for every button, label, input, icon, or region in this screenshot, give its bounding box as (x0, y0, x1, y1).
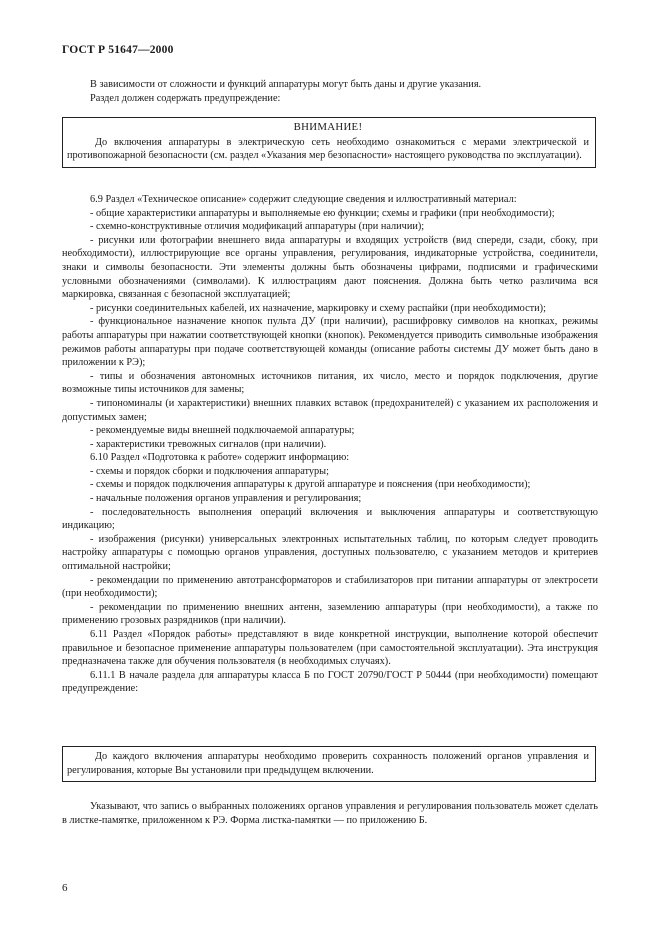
warning-text: До включения аппаратуры в электрическую сеть необходимо ознакомиться с мерами электрической и противопожарной безопасности (см. раздел «Указания мер безопасности» настоящего руководства по эксплуатации). (67, 136, 589, 162)
document-header: ГОСТ Р 51647—2000 (62, 44, 174, 56)
intro-line: В зависимости от сложности и функций аппаратуры могут быть даны и другие указания. (90, 79, 482, 90)
warning-box-2 (62, 746, 596, 782)
closing-paragraph: Указывают, что запись о выбранных положениях органов управления и регулирования пользователь может сделать в листке-памятке, приложенном к РЭ. Форма листка-памятки — по приложению Б. (62, 801, 598, 826)
body-paragraph: 6.11.1 В начале раздела для аппаратуры класса Б по ГОСТ 20790/ГОСТ Р 50444 (при необходимости) помещают предупреждение: (62, 669, 598, 695)
body-paragraph: - типономиналы (и характеристики) внешних плавких вставок (предохранителей) с указанием их расположения и допустимых замен; (62, 397, 598, 423)
intro-block (62, 78, 598, 105)
body-paragraph: - схемы и порядок подключения аппаратуры к другой аппаратуре и пояснения (при необходимости); (90, 479, 531, 491)
closing-block (62, 800, 598, 827)
warning-box-1 (62, 117, 596, 168)
body-paragraph: - общие характеристики аппаратуры и выполняемые ею функции; схемы и графики (при необходимости); (90, 207, 555, 219)
intro-line: Раздел должен содержать предупреждение: (90, 92, 281, 104)
body-paragraph: - схемно-конструктивные отличия модификаций аппаратуры (при наличии); (90, 221, 425, 233)
body-paragraph: - рекомендации по применению автотрансформаторов и стабилизаторов при питании аппаратуры от электросети (при необходимости); (62, 574, 598, 600)
body-paragraph: - начальные положения органов управления и регулирования; (90, 493, 362, 505)
body-paragraph: - рекомендации по применению внешних антенн, заземлению аппаратуры (при необходимости), а также по применению грозовых разрядников (при наличии). (62, 601, 598, 627)
body-paragraph: - схемы и порядок сборки и подключения аппаратуры; (90, 465, 329, 477)
body-paragraph: - типы и обозначения автономных источников питания, их число, место и порядок подключения, другие возможные типы источников для замены; (62, 370, 598, 396)
body-paragraph: - последовательность выполнения операций включения и выключения аппаратуры и соответствующую индикацию; (62, 506, 598, 532)
body-paragraph: - рекомендуемые виды внешней подключаемой аппаратуры; (90, 425, 355, 437)
page-number: 6 (62, 882, 68, 894)
warning-text: До каждого включения аппаратуры необходимо проверить сохранность положений органов управления и регулирования, которые Вы установили при предыдущем включении. (67, 751, 589, 776)
body-paragraph: - характеристики тревожных сигналов (при наличии). (90, 438, 327, 450)
body-paragraph: - рисунки соединительных кабелей, их назначение, маркировку и схему распайки (при необходимости); (90, 302, 546, 314)
body-paragraph: - функциональное назначение кнопок пульта ДУ (при наличии), расшифровку символов на кнопках, режимы работы аппаратуры при нажатии соответствующей кнопки (кнопок). Рекомендуется приводить символьные изображения режимов работы аппаратуры при подаче соответствующей команды (описание работы системы ДУ может быть дано в приложении к РЭ); (62, 316, 598, 369)
warning-title: ВНИМАНИЕ! (293, 121, 363, 133)
body-paragraph: - изображения (рисунки) универсальных электронных испытательных таблиц, по которым следует проводить настройку аппаратуры с помощью органов управления, доступных пользователю, с указанием методов и критериев оптимальной настройки; (62, 533, 598, 573)
body-paragraph: - рисунки или фотографии внешнего вида аппаратуры и входящих устройств (вид спереди, сзади, сбоку, при необходимости), иллюстрирующие все органы управления, регулирования, индикаторные устройства, соединители, знаки и символы безопасности. Эти элементы должны быть обозначены цифрами, подписями и графическими условными обозначениями (символами). К иллюстрациям дают пояснения. Должна быть четко различима вся маркировка, связанная с безопасной эксплуатацией; (62, 234, 598, 301)
body-paragraph: 6.9 Раздел «Техническое описание» содержит следующие сведения и иллюстративный материал: (90, 194, 517, 205)
body-paragraph: 6.10 Раздел «Подготовка к работе» содержит информацию: (90, 452, 350, 464)
main-text-block (62, 193, 598, 696)
body-paragraph: 6.11 Раздел «Порядок работы» представляют в виде конкретной инструкции, выполнение которой обеспечит правильное и безопасное применение аппаратуры пользователем (при самостоятельной эксплуатации). Эта инструкция предназначена также для обучения пользователя (в необходимых случаях). (62, 629, 598, 668)
